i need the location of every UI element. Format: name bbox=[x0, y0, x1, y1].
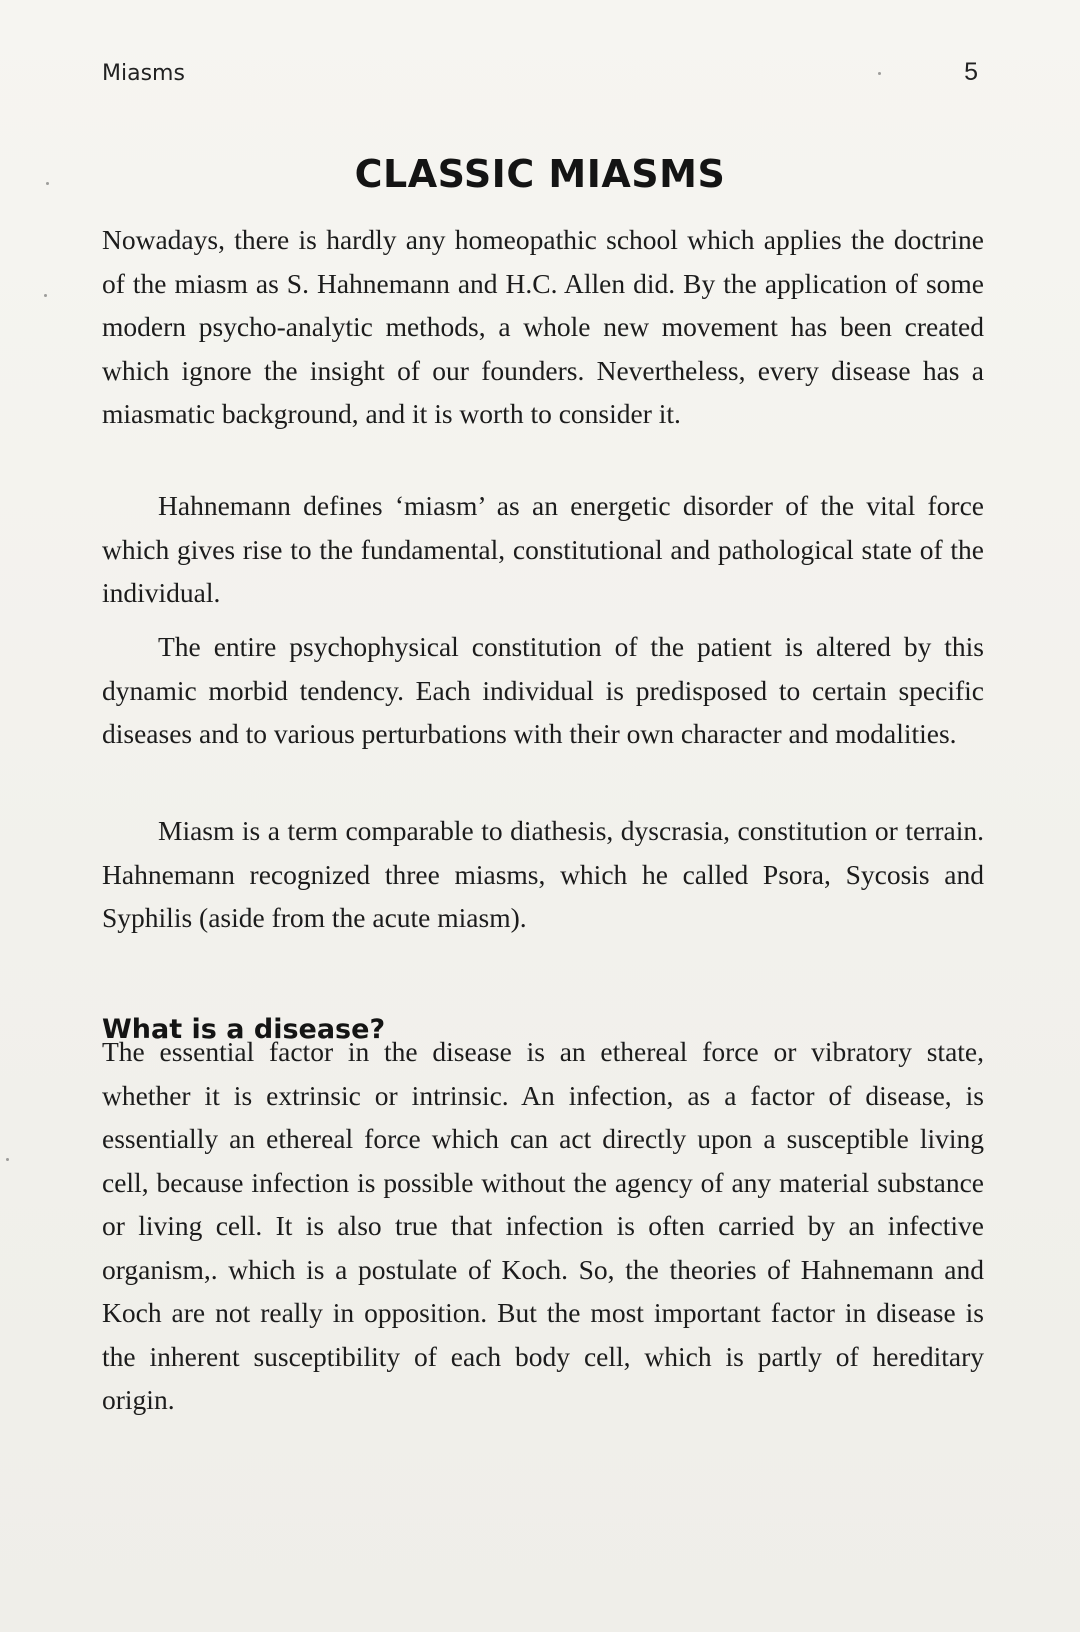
running-title: Miasms bbox=[102, 61, 185, 86]
paragraph-three-miasms: Miasm is a term comparable to diathesis, dyscrasia, constitution or terrain. Hahnemann recognized three miasms, which he called Psora, Sycosis and Syphilis (aside from the acute miasm). bbox=[102, 815, 984, 933]
paragraph-constitution: The entire psychophysical constitution of the patient is altered by this dynamic morbid tendency. Each individual is predisposed to certain specific diseases and to various perturbations with their own character and modalities. bbox=[102, 631, 984, 749]
paper-speck bbox=[46, 182, 49, 185]
running-head bbox=[102, 58, 978, 87]
paragraph-intro: Nowadays, there is hardly any homeopathic school which applies the doctrine of the miasm as S. Hahnemann and H.C. Allen did. By the application of some modern psycho-analytic methods, a whole new movement has been created which ignore the insight of our founders. Nevertheless, every disease has a miasmatic background, and it is worth to consider it. bbox=[102, 224, 984, 429]
paragraph-miasm-definition: Hahnemann defines ‘miasm’ as an energetic disorder of the vital force which gives rise to the fundamental, constitutional and pathological state of the individual. bbox=[102, 490, 984, 608]
page-number: 5 bbox=[964, 58, 978, 86]
chapter-title: CLASSIC MIASMS bbox=[354, 152, 726, 196]
section-heading: What is a disease? bbox=[102, 1014, 386, 1045]
paper-speck bbox=[6, 1158, 9, 1161]
paragraph-disease: The essential factor in the disease is an ethereal force or vibratory state, whether it is extrinsic or intrinsic. An infection, as a factor of disease, is essentially an ethereal force which can act directly upon a susceptible living cell, because infection is possible without the agency of any material substance or living cell. It is also true that infection is often carried by an infective organism,. which is a postulate of Koch. So, the theories of Hahnemann and Koch are not really in opposition. But the most important factor in disease is the inherent susceptibility of each body cell, which is partly of hereditary origin. bbox=[102, 1036, 984, 1415]
paper-speck bbox=[878, 72, 881, 75]
paper-speck bbox=[44, 294, 47, 297]
